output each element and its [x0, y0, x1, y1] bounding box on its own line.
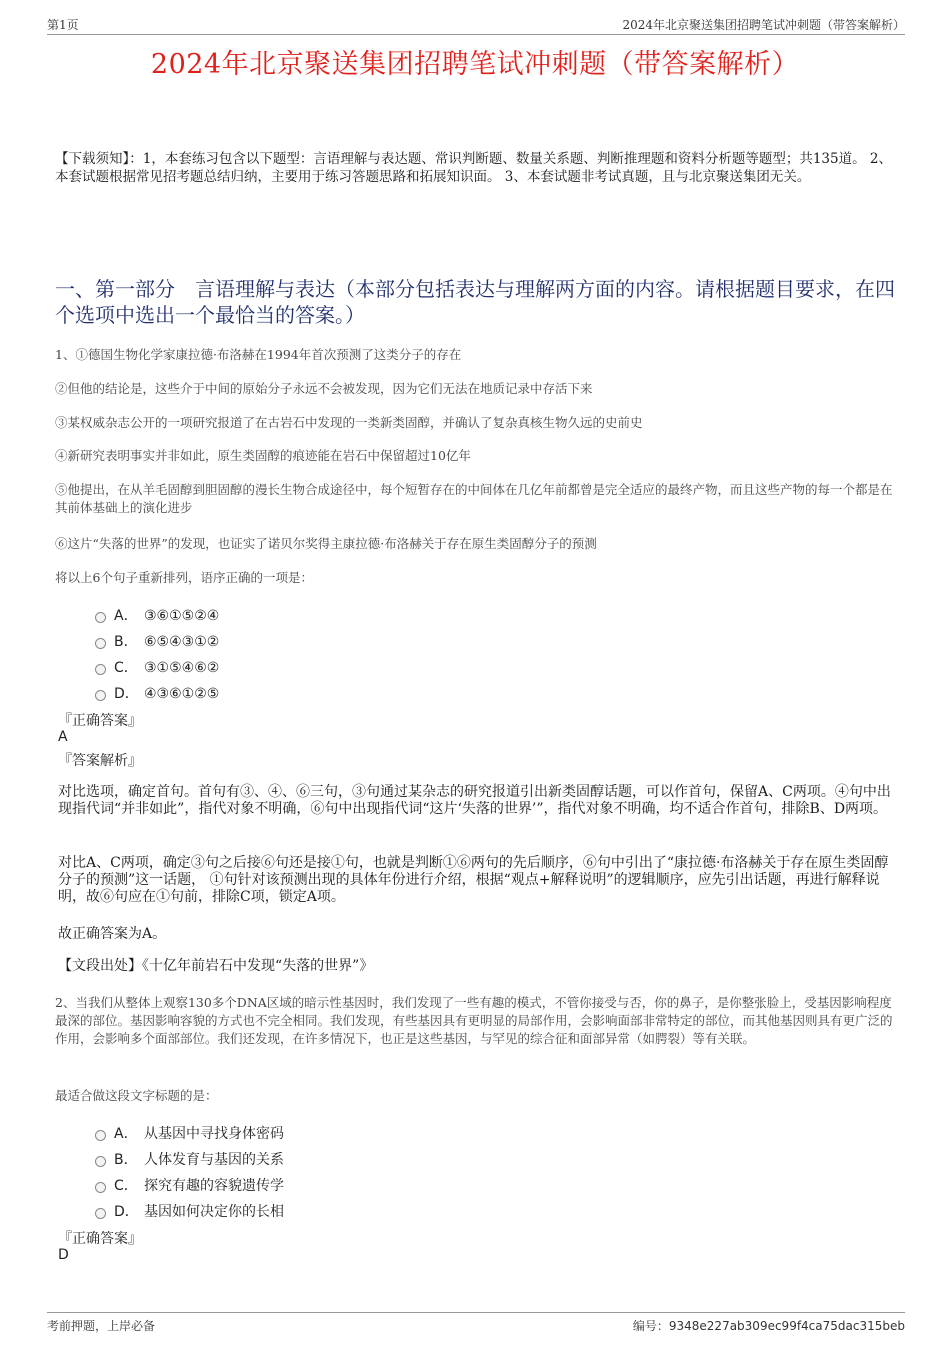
page-title: 2024年北京聚送集团招聘笔试冲刺题（带答案解析）: [150, 49, 800, 80]
radio-icon[interactable]: [95, 612, 106, 623]
radio-icon[interactable]: [95, 664, 106, 675]
q1-analysis-label: 『答案解析』: [58, 753, 142, 769]
q1-analysis-para-1: 对比选项，确定首句。首句有③、④、⑥三句，③句通过某杂志的研究报道引出新类固醇话题，可以作首句，保留A、C两项。④句中出现指代词“并非如此”，指代对象不明确，⑥句中出现指代词“这片‘失落的世界’”，指代对象不明确，均不适合作首句，排除B、D两项。: [58, 784, 891, 817]
q1-analysis-para-2: 对比A、C两项，确定③句之后接⑥句还是接①句，也就是判断①⑥两句的先后顺序，⑥句中引出了“康拉德·布洛赫关于存在原生类固醇分子的预测”这一话题， ①句针对该预测出现的具体年份进行介绍，根据“观点+解释说明”的逻辑顺序，应先引出话题，再进行解释说明，故⑥句应在①句前，排除C项，锁定A项。: [58, 855, 889, 905]
q2-option-c[interactable]: C． 探究有趣的容貌遗传学: [95, 1175, 284, 1195]
q1-conclusion: 故正确答案为A。: [58, 926, 167, 942]
page-number: 第1页: [47, 18, 79, 32]
radio-icon[interactable]: [95, 690, 106, 701]
q2-stem: 2、当我们从整体上观察130多个DNA区域的暗示性基因时，我们发现了一些有趣的模式，不管你接受与否，你的鼻子，是你整张脸上，受基因影响程度最深的部位。基因影响容貌的方式也不完全相同。我们发现，有些基因具有更明显的局部作用，会影响面部非常特定的部位，而其他基因则具有更广泛的作用，会影响多个面部部位。我们还发现，在许多情况下，也正是这些基因，与罕见的综合征和面部异常（如腭裂）等有关联。: [55, 995, 893, 1046]
q1-sentence-2: ②但他的结论是，这些介于中间的原始分子永远不会被发现，因为它们无法在地质记录中存活下来: [55, 381, 593, 396]
q1-sentence-1: 1、①德国生物化学家康拉德·布洛赫在1994年首次预测了这类分子的存在: [55, 347, 462, 362]
radio-icon[interactable]: [95, 638, 106, 649]
section-heading: 一、第一部分 言语理解与表达（本部分包括表达与理解两方面的内容。请根据题目要求，在四个选项中选出一个最恰当的答案。）: [55, 277, 895, 327]
footer-slogan: 考前押题，上岸必备: [47, 1319, 156, 1333]
page-footer: [47, 1312, 905, 1337]
q1-option-c[interactable]: C． ③①⑤④⑥②: [95, 657, 219, 677]
q1-option-b[interactable]: B． ⑥⑤④③①②: [95, 631, 219, 651]
q2-option-d[interactable]: D． 基因如何决定你的长相: [95, 1201, 284, 1221]
q2-option-a[interactable]: A． 从基因中寻找身体密码: [95, 1123, 284, 1143]
radio-icon[interactable]: [95, 1130, 106, 1141]
q2-prompt: 最适合做这段文字标题的是：: [55, 1088, 218, 1103]
page-header: [47, 14, 905, 35]
q1-option-a[interactable]: A． ③⑥①⑤②④: [95, 605, 219, 625]
header-doc-title: 2024年北京聚送集团招聘笔试冲刺题（带答案解析）: [622, 18, 905, 32]
download-notice: 【下载须知】：1，本套练习包含以下题型：言语理解与表达题、常识判断题、数量关系题、判断推理题和资料分析题等题型；共135道。 2、本套试题根据常见招考题总结归纳，主要用于练习答题思路和拓展知识面。 3、本套试题非考试真题，且与北京聚送集团无关。: [55, 151, 892, 185]
radio-icon[interactable]: [95, 1156, 106, 1167]
q1-sentence-4: ④新研究表明事实并非如此，原生类固醇的痕迹能在岩石中保留超过10亿年: [55, 448, 471, 463]
q1-answer-label: 『正确答案』: [58, 713, 142, 729]
footer-code: 编号：9348e227ab309ec99f4ca75dac315beb: [632, 1319, 905, 1333]
q1-prompt: 将以上6个句子重新排列，语序正确的一项是：: [55, 570, 313, 585]
q1-option-d[interactable]: D． ④③⑥①②⑤: [95, 683, 219, 703]
q1-sentence-3: ③某权威杂志公开的一项研究报道了在古岩石中发现的一类新类固醇，并确认了复杂真核生物久远的史前史: [55, 415, 643, 430]
q1-source: 【文段出处】《十亿年前岩石中发现“失落的世界”》: [58, 958, 374, 974]
radio-icon[interactable]: [95, 1182, 106, 1193]
q2-answer-label: 『正确答案』: [58, 1231, 142, 1247]
radio-icon[interactable]: [95, 1208, 106, 1219]
q2-option-b[interactable]: B． 人体发育与基因的关系: [95, 1149, 284, 1169]
q1-sentence-5: ⑤他提出，在从羊毛固醇到胆固醇的漫长生物合成途径中，每个短暂存在的中间体在几亿年前都曾是完全适应的最终产物，而且这些产物的每一个都是在其前体基础上的演化进步: [55, 482, 893, 515]
q1-sentence-6: ⑥这片“失落的世界”的发现，也证实了诺贝尔奖得主康拉德·布洛赫关于存在原生类固醇分子的预测: [55, 536, 597, 551]
q1-answer: A: [58, 729, 68, 745]
q2-answer: D: [58, 1247, 69, 1263]
